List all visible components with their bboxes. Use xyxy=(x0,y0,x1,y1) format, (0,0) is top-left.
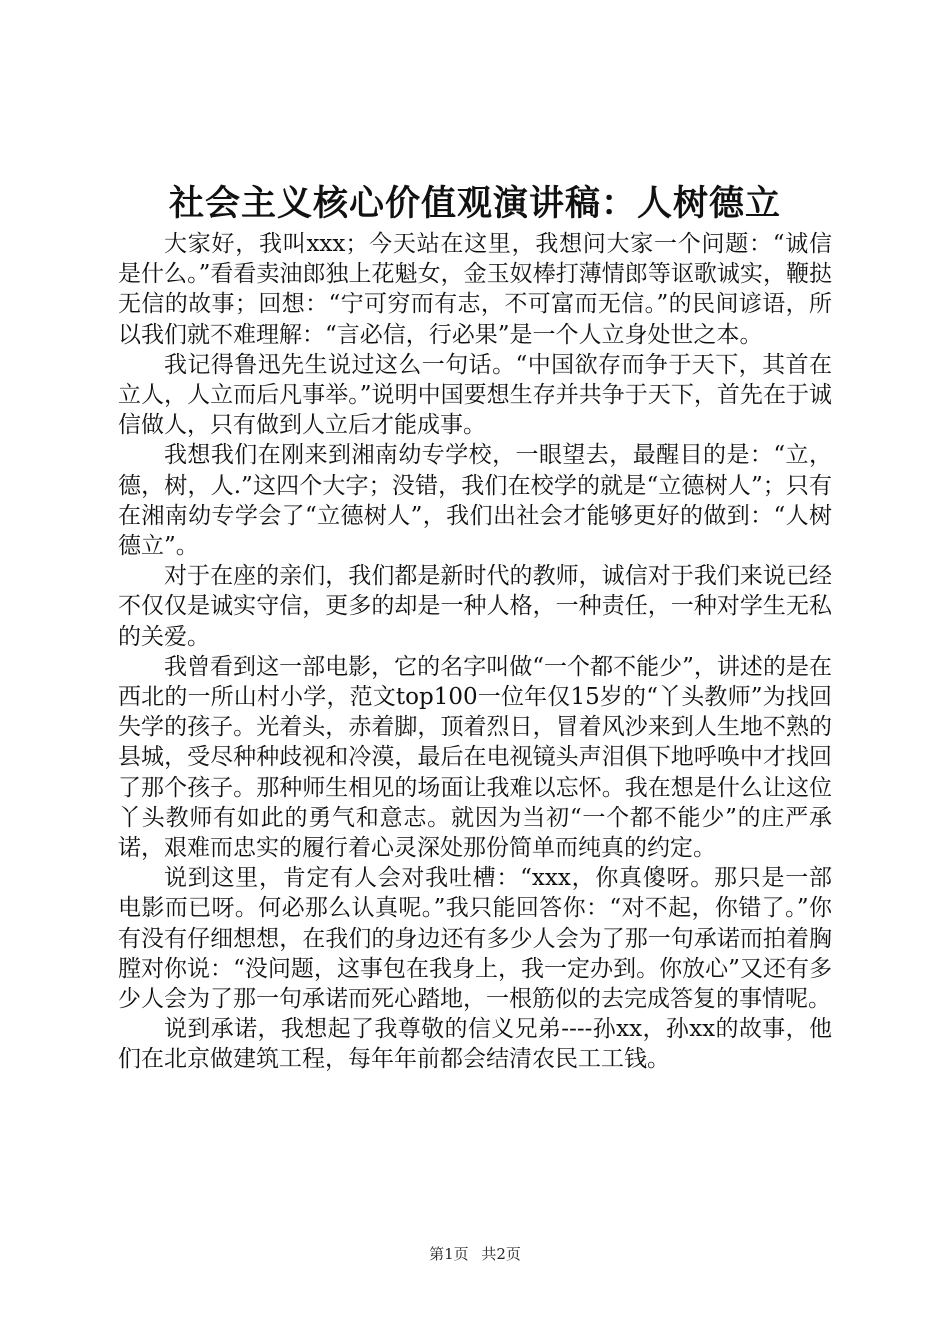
paragraph: 说到承诺，我想起了我尊敬的信义兄弟----孙xx，孙xx的故事，他们在北京做建筑工程，每年年前都会结清农民工工钱。 xyxy=(118,1016,832,1073)
paragraph: 说到这里，肯定有人会对我吐槽：“xxx，你真傻呀。那只是一部电影而已呀。何必那么认真呢。”我只能回答你：“对不起，你错了。”你有没有仔细想想，在我们的身边还有多少人会为了那一句承诺而拍着胸膛对你说：“没问题，这事包在我身上，我一定办到。你放心”又还有多少人会为了那一句承诺而死心踏地，一根筋似的去完成答复的事情呢。 xyxy=(118,865,832,1013)
paragraph: 我曾看到这一部电影，它的名字叫做“一个都不能少”，讲述的是在西北的一所山村小学，范文top100一位年仅15岁的“丫头教师”为找回失学的孩子。光着头，赤着脚，顶着烈日，冒着风沙来到人生地不熟的县城，受尽种种歧视和冷漠，最后在电视镜头声泪俱下地呼唤中才找回了那个孩子。那种师生相见的场面让我难以忘怀。我在想是什么让这位丫头教师有如此的勇气和意志。就因为当初“一个都不能少”的庄严承诺，艰难而忠实的履行着心灵深处那份简单而纯真的约定。 xyxy=(118,653,832,862)
paragraph: 对于在座的亲们，我们都是新时代的教师，诚信对于我们来说已经不仅仅是诚实守信，更多的却是一种人格，一种责任，一种对学生无私的关爱。 xyxy=(118,563,832,650)
page-footer xyxy=(0,1244,950,1264)
paragraph: 我记得鲁迅先生说过这么一句话。“中国欲存而争于天下，其首在立人，人立而后凡事举。”说明中国要想生存并共争于天下，首先在于诚信做人，只有做到人立后才能成事。 xyxy=(118,351,832,439)
page-number-current: 第1页 xyxy=(429,1245,469,1263)
paragraph: 大家好，我叫xxx；今天站在这里，我想问大家一个问题：“诚信是什么。”看看卖油郎独上花魁女，金玉奴棒打薄情郎等讴歌诚实，鞭挞无信的故事；回想：“宁可穷而有志，不可富而无信。”的民间谚语，所以我们就不难理解：“言必信，行必果”是一个人立身处世之本。 xyxy=(118,231,832,348)
paragraph: 我想我们在刚来到湘南幼专学校，一眼望去，最醒目的是：“立，德，树，人.”这四个大字；没错，我们在校学的就是“立德树人”；只有在湘南幼专学会了“立德树人”，我们出社会才能够更好的做到：“人树德立”。 xyxy=(118,442,832,560)
document-title: 社会主义核心价值观演讲稿：人树德立 xyxy=(168,183,781,224)
document-body xyxy=(118,229,832,1075)
page-number-total: 共2页 xyxy=(481,1245,521,1263)
